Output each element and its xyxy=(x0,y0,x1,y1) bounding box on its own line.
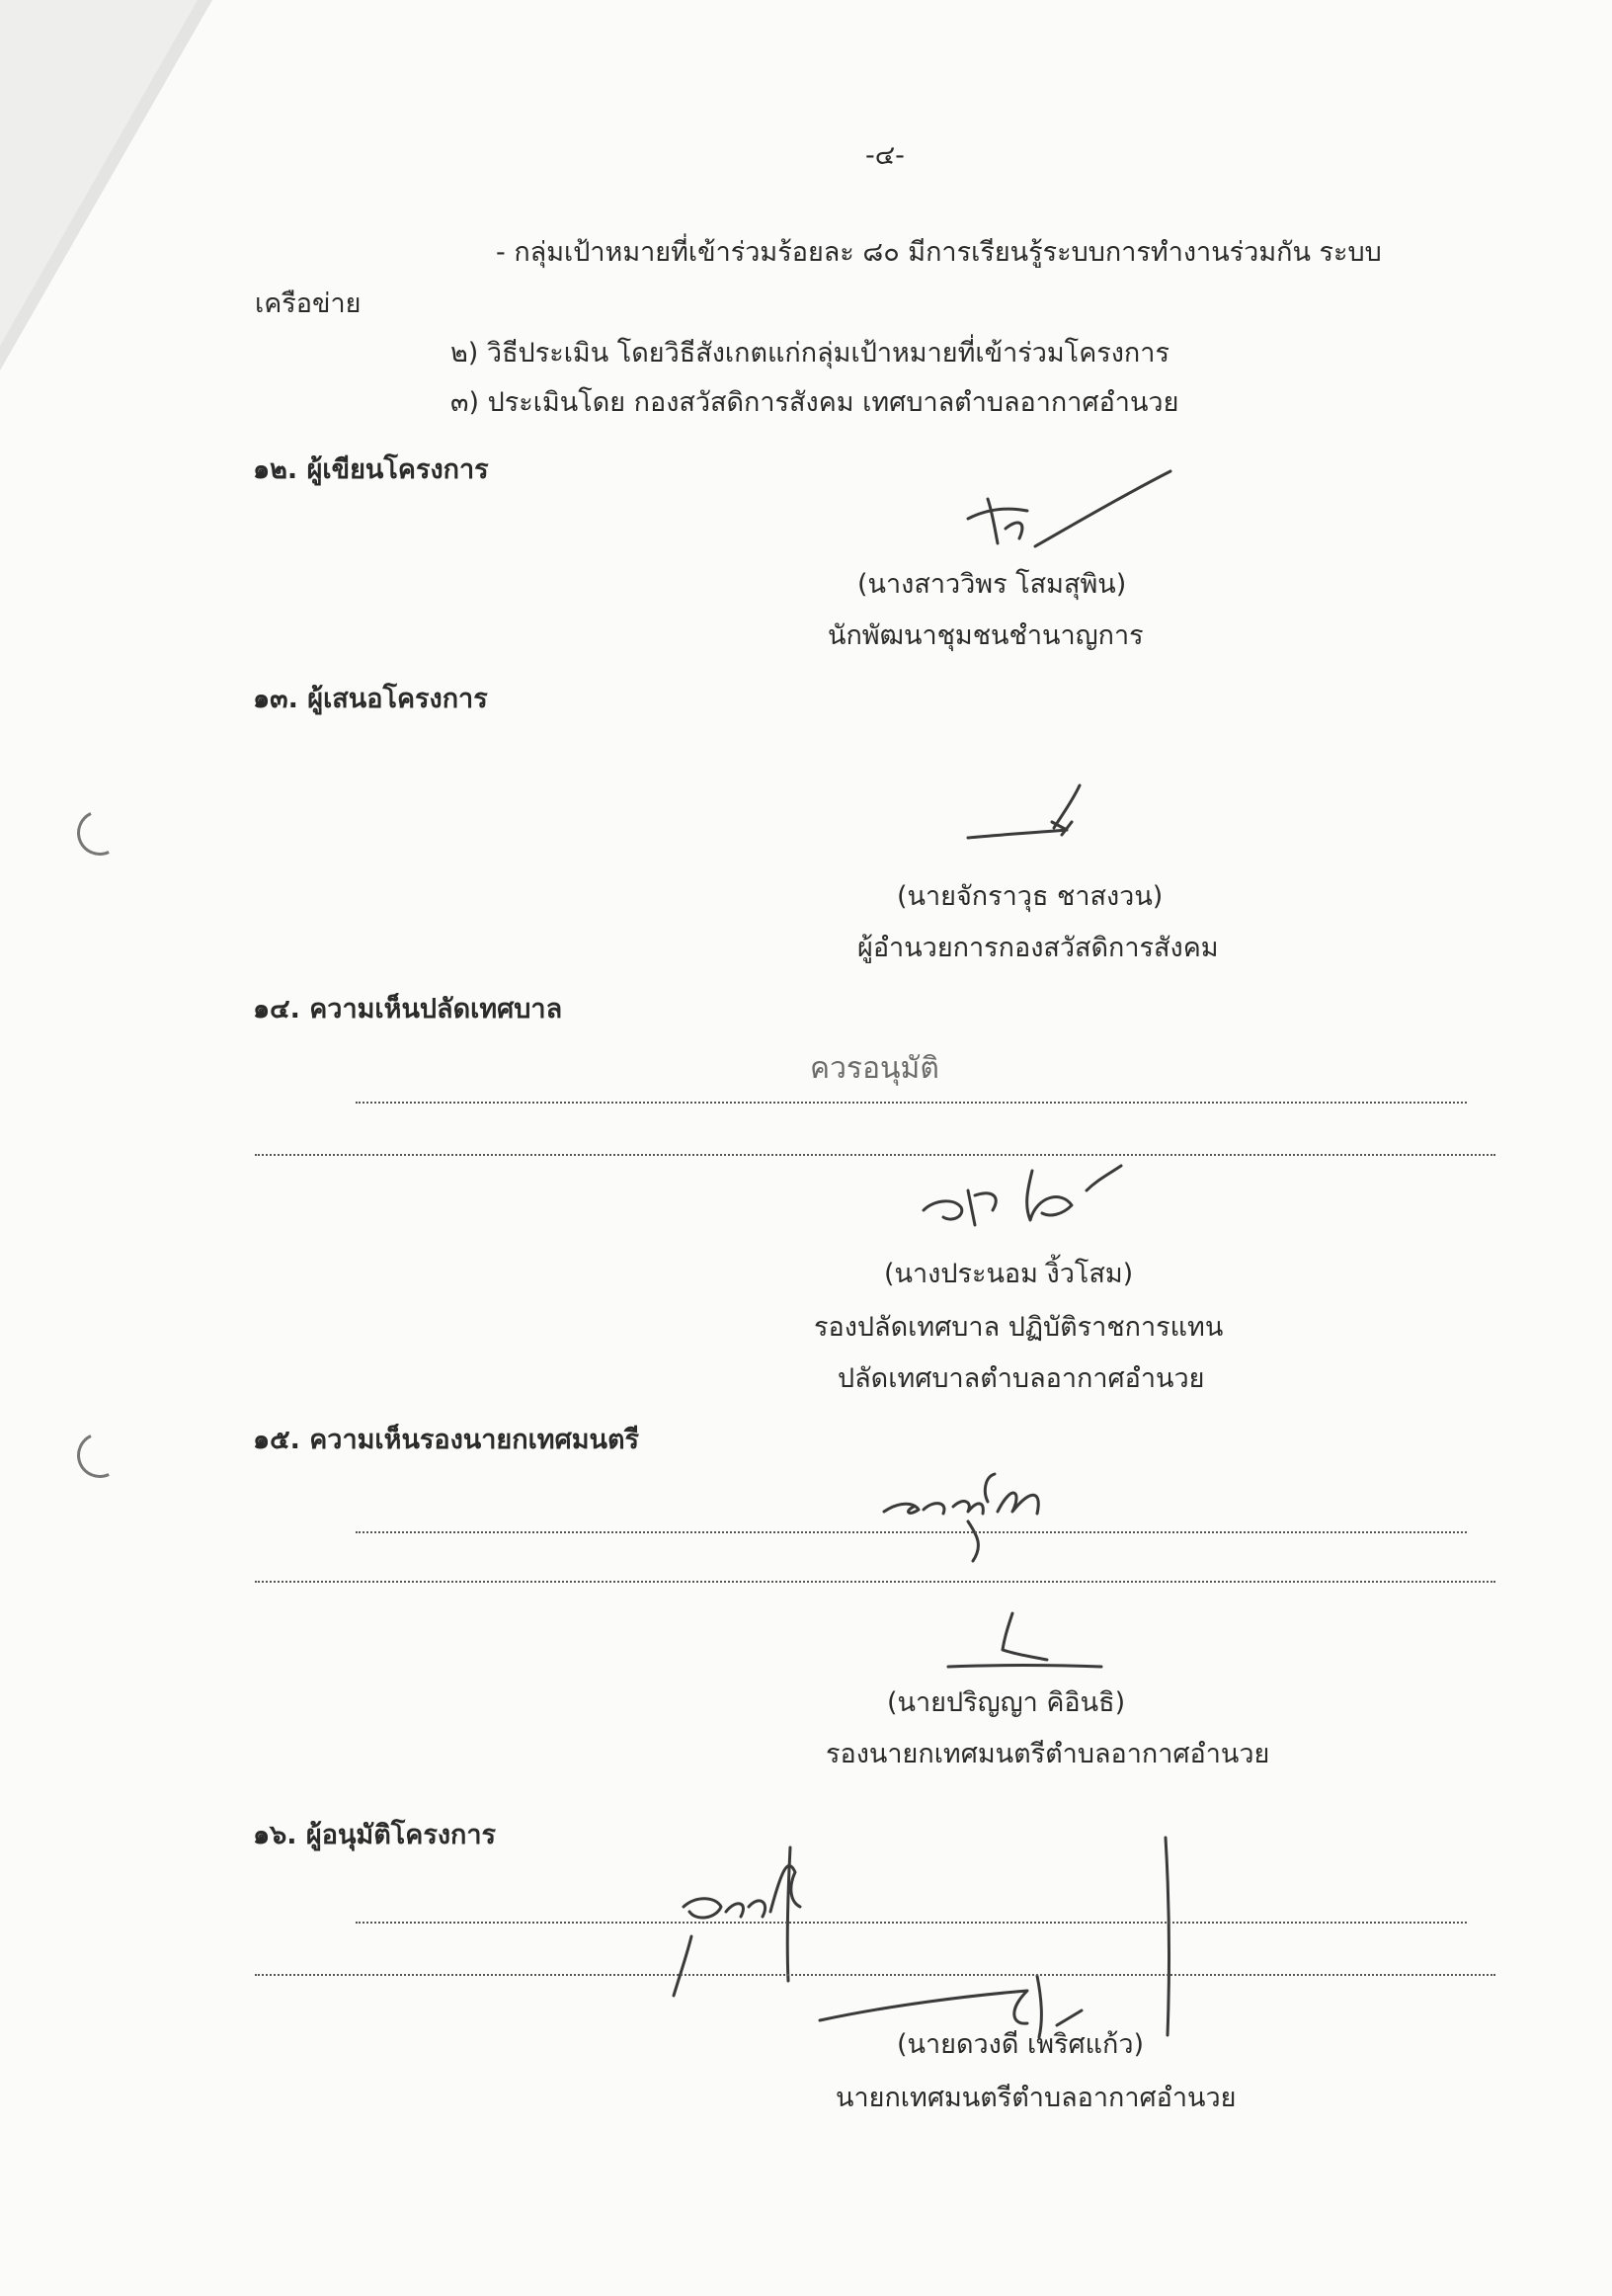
writer-position: นักพัฒนาชุมชนชำนาญการ xyxy=(828,620,1144,651)
evaluator: ๓) ประเมินโดย กองสวัสดิการสังคม เทศบาลตำบลอากาศอำนวย xyxy=(450,387,1179,418)
section-heading-deputy-mayor-opinion: ๑๕. ความเห็นรองนายกเทศมนตรี xyxy=(253,1425,640,1455)
punch-mark xyxy=(71,804,129,862)
clerk-position: รองปลัดเทศบาล ปฏิบัติราชการแทน xyxy=(814,1312,1224,1343)
deputy-mayor-position: รองนายกเทศมนตรีตำบลอากาศอำนวย xyxy=(826,1739,1270,1769)
signature-clerk xyxy=(914,1136,1151,1245)
approver-name: (นายดวงดี เพริศแก้ว) xyxy=(897,2029,1145,2060)
proposer-name: (นายจักราวุธ ชาสงวน) xyxy=(897,881,1164,912)
intro-line-continued: เครือข่าย xyxy=(255,288,362,319)
dotted-line xyxy=(356,1922,1467,1924)
section-heading-writer: ๑๒. ผู้เขียนโครงการ xyxy=(253,454,489,485)
section-heading-clerk-opinion: ๑๔. ความเห็นปลัดเทศบาล xyxy=(253,994,563,1025)
deputy-mayor-name: (นายปริญญา คิอินธิ) xyxy=(887,1687,1126,1718)
proposer-position: ผู้อำนวยการกองสวัสดิการสังคม xyxy=(857,933,1219,963)
dotted-line xyxy=(356,1531,1467,1533)
clerk-opinion-text: ควรอนุมัติ xyxy=(810,1051,939,1086)
dotted-line xyxy=(255,1581,1495,1583)
writer-name: (นางสาววิพร โสมสุพิน) xyxy=(857,569,1127,600)
dotted-line xyxy=(255,1154,1495,1156)
signature-deputy-mayor-opinion xyxy=(874,1452,1101,1561)
page-corner-fold xyxy=(0,0,217,375)
signature-deputy-mayor xyxy=(943,1605,1111,1675)
approver-position: นายกเทศมนตรีตำบลอากาศอำนวย xyxy=(836,2083,1237,2113)
section-heading-approver: ๑๖. ผู้อนุมัติโครงการ xyxy=(253,1820,497,1850)
evaluation-method: ๒) วิธีประเมิน โดยวิธีสังเกตแก่กลุ่มเป้าหมายที่เข้าร่วมโครงการ xyxy=(450,338,1169,369)
dotted-line xyxy=(356,1102,1467,1104)
intro-line: - กลุ่มเป้าหมายที่เข้าร่วมร้อยละ ๘๐ มีการเรียนรู้ระบบการทำงานร่วมกัน ระบบ xyxy=(496,237,1382,268)
signature-writer xyxy=(948,459,1185,568)
punch-mark xyxy=(71,1427,129,1485)
section-heading-proposer: ๑๓. ผู้เสนอโครงการ xyxy=(253,684,488,714)
clerk-name: (นางประนอม งิ้วโสม) xyxy=(884,1259,1134,1289)
dotted-line xyxy=(255,1974,1495,1976)
signature-proposer xyxy=(963,780,1091,850)
clerk-position-municipality: ปลัดเทศบาลตำบลอากาศอำนวย xyxy=(838,1363,1205,1394)
page-number: -๔- xyxy=(865,140,905,171)
signature-approver xyxy=(672,1828,1185,2050)
